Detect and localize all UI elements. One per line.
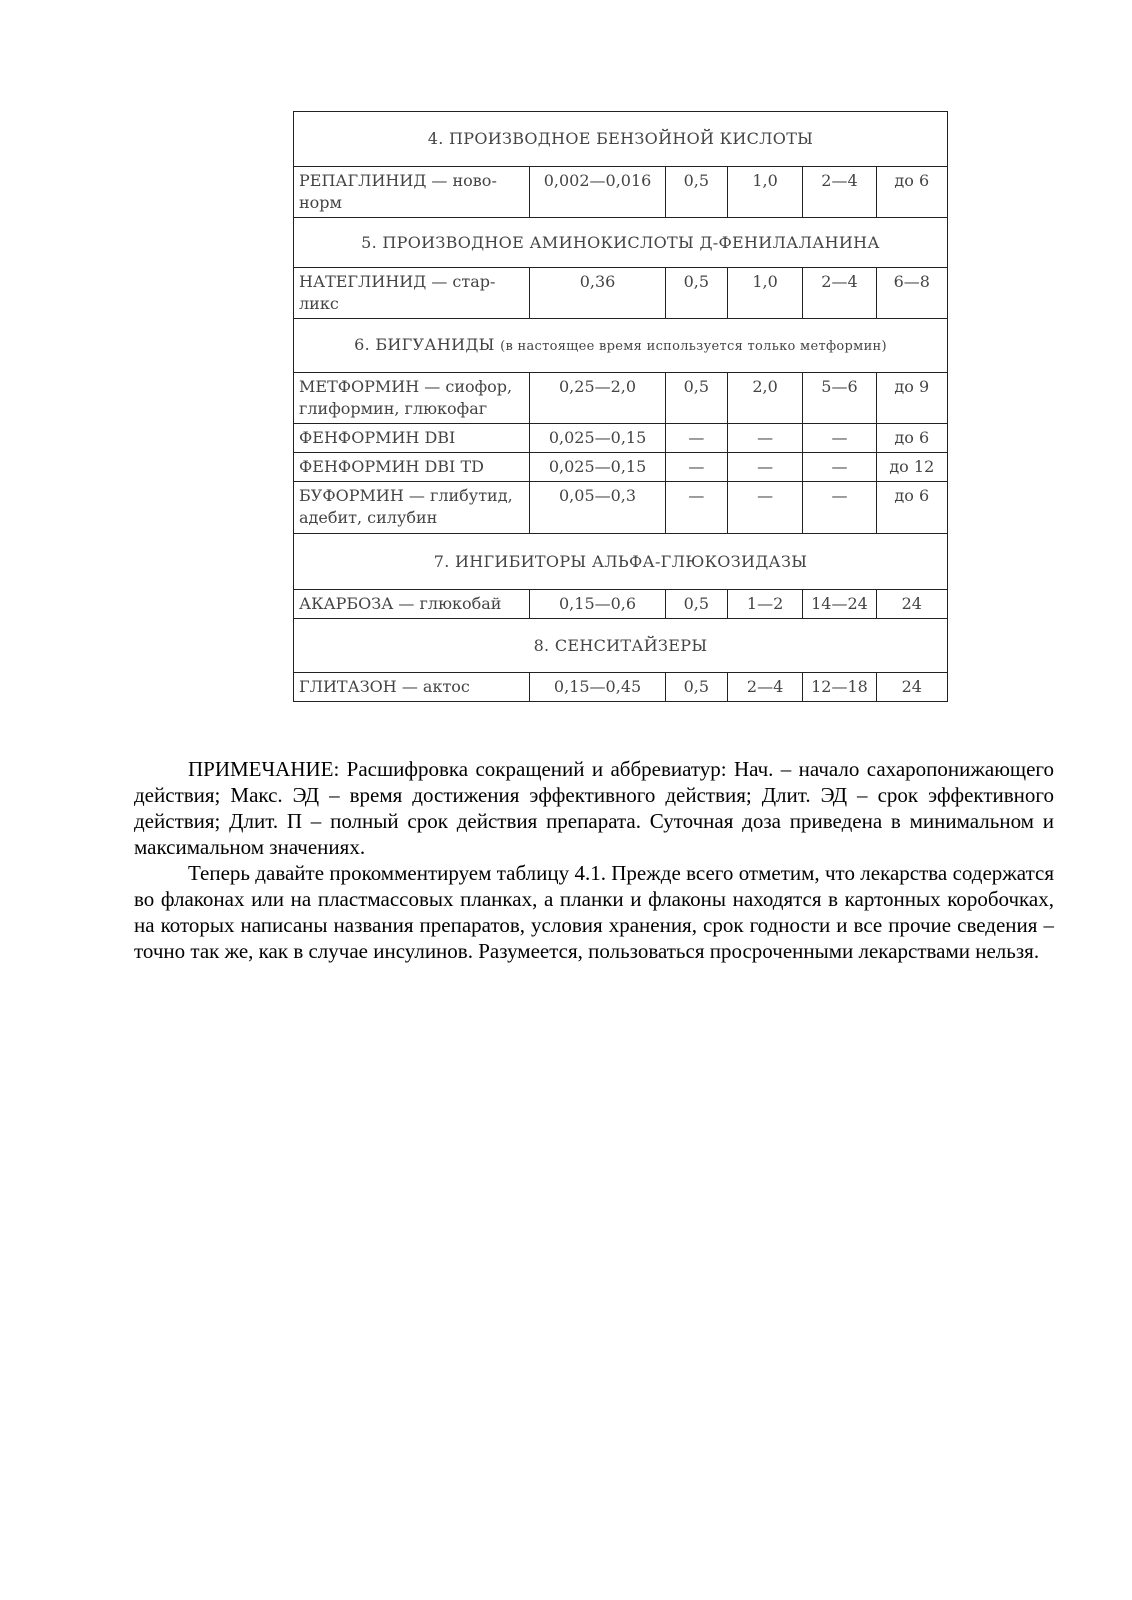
section-title-cell — [294, 619, 948, 673]
drug-start-cell: 0,5 — [665, 373, 727, 424]
drug-max-cell: 1,0 — [727, 167, 802, 218]
drug-full-cell: до 12 — [876, 453, 947, 482]
drug-dose-cell: 0,15—0,45 — [530, 673, 665, 702]
drug-full-cell: 24 — [876, 673, 947, 702]
drug-name-cell: МЕТФОРМИН — сиофор, глиформин, глюкофаг — [294, 373, 530, 424]
drug-max-cell: — — [727, 482, 802, 534]
drug-start-cell: 0,5 — [665, 167, 727, 218]
section-title-cell — [294, 218, 948, 268]
section-header-row — [294, 619, 948, 673]
drug-row — [294, 424, 948, 453]
drug-dose-cell: 0,025—0,15 — [530, 424, 665, 453]
section-title: 8. СЕНСИТАЙЗЕРЫ — [533, 635, 708, 655]
section-header-row — [294, 218, 948, 268]
drug-dur-cell: — — [803, 424, 876, 453]
section-title-cell — [294, 319, 948, 373]
drug-dose-cell: 0,25—2,0 — [530, 373, 665, 424]
drug-row — [294, 167, 948, 218]
drug-dur-cell: 2—4 — [803, 167, 876, 218]
drug-full-cell: 24 — [876, 590, 947, 619]
section-title-cell — [294, 112, 948, 167]
drug-start-cell: 0,5 — [665, 268, 727, 319]
drug-row — [294, 673, 948, 702]
section-header-row — [294, 112, 948, 167]
drug-name-cell: ГЛИТАЗОН — актос — [294, 673, 530, 702]
drug-start-cell: — — [665, 453, 727, 482]
drug-dose-cell: 0,025—0,15 — [530, 453, 665, 482]
drug-name-cell: НАТЕГЛИНИД — стар-ликс — [294, 268, 530, 319]
drug-name-cell: АКАРБОЗА — глюкобай — [294, 590, 530, 619]
drug-max-cell: — — [727, 424, 802, 453]
drug-start-cell: 0,5 — [665, 673, 727, 702]
drug-name-cell: ФЕНФОРМИН DBI TD — [294, 453, 530, 482]
section-header-row — [294, 534, 948, 590]
drug-dur-cell: — — [803, 482, 876, 534]
drug-dur-cell: — — [803, 453, 876, 482]
section-title: 6. БИГУАНИДЫ — [354, 334, 495, 354]
drug-name-cell: БУФОРМИН — глибутид, адебит, силубин — [294, 482, 530, 534]
drug-row — [294, 373, 948, 424]
drug-dose-cell: 0,002—0,016 — [530, 167, 665, 218]
drug-max-cell: 2,0 — [727, 373, 802, 424]
section-title-note: (в настоящее время используется только метформин) — [500, 338, 887, 354]
note-paragraph: ПРИМЕЧАНИЕ: Расшифровка сокращений и аббревиатур: Нач. – начало сахаропонижающего действия; Макс. ЭД – время достижения эффективного действия; Длит. ЭД – срок эффективного действия; Длит. П – полный срок действия препарата. Суточная доза приведена в минимальном и максимальном значениях. — [134, 757, 1054, 859]
drug-max-cell: 2—4 — [727, 673, 802, 702]
drug-full-cell: до 6 — [876, 482, 947, 534]
drug-row — [294, 482, 948, 534]
drug-start-cell: 0,5 — [665, 590, 727, 619]
drug-table — [293, 111, 948, 702]
drug-start-cell: — — [665, 482, 727, 534]
drug-full-cell: до 6 — [876, 167, 947, 218]
drug-max-cell: 1—2 — [727, 590, 802, 619]
section-header-row — [294, 319, 948, 373]
drug-dose-cell: 0,05—0,3 — [530, 482, 665, 534]
drug-dose-cell: 0,15—0,6 — [530, 590, 665, 619]
drug-name-cell: ФЕНФОРМИН DBI — [294, 424, 530, 453]
note-text — [134, 756, 1054, 964]
section-title-cell — [294, 534, 948, 590]
drug-max-cell: — — [727, 453, 802, 482]
section-title: 7. ИНГИБИТОРЫ АЛЬФА-ГЛЮКОЗИДАЗЫ — [433, 551, 808, 571]
drug-dose-cell: 0,36 — [530, 268, 665, 319]
drug-full-cell: до 6 — [876, 424, 947, 453]
section-title: 4. ПРОИЗВОДНОЕ БЕНЗОЙНОЙ КИСЛОТЫ — [427, 129, 814, 148]
drug-dur-cell: 2—4 — [803, 268, 876, 319]
drug-dur-cell: 5—6 — [803, 373, 876, 424]
drug-full-cell: 6—8 — [876, 268, 947, 319]
drug-row — [294, 590, 948, 619]
drug-name-cell: РЕПАГЛИНИД — ново-норм — [294, 167, 530, 218]
drug-row — [294, 453, 948, 482]
drug-start-cell: — — [665, 424, 727, 453]
section-title: 5. ПРОИЗВОДНОЕ АМИНОКИСЛОТЫ Д-ФЕНИЛАЛАНИНА — [361, 232, 880, 252]
drug-dur-cell: 14—24 — [803, 590, 876, 619]
drug-row — [294, 268, 948, 319]
drug-dur-cell: 12—18 — [803, 673, 876, 702]
drug-full-cell: до 9 — [876, 373, 947, 424]
drug-table-body — [294, 112, 948, 702]
drug-max-cell: 1,0 — [727, 268, 802, 319]
comment-paragraph: Теперь давайте прокомментируем таблицу 4.1. Прежде всего отметим, что лекарства содержатся во флаконах или на пластмассовых планках, а планки и флаконы находятся в картонных коробочках, на которых написаны названия препаратов, условия хранения, срок годности и все прочие сведения – точно так же, как в случае инсулинов. Разумеется, пользоваться просроченными лекарствами нельзя. — [134, 861, 1054, 963]
